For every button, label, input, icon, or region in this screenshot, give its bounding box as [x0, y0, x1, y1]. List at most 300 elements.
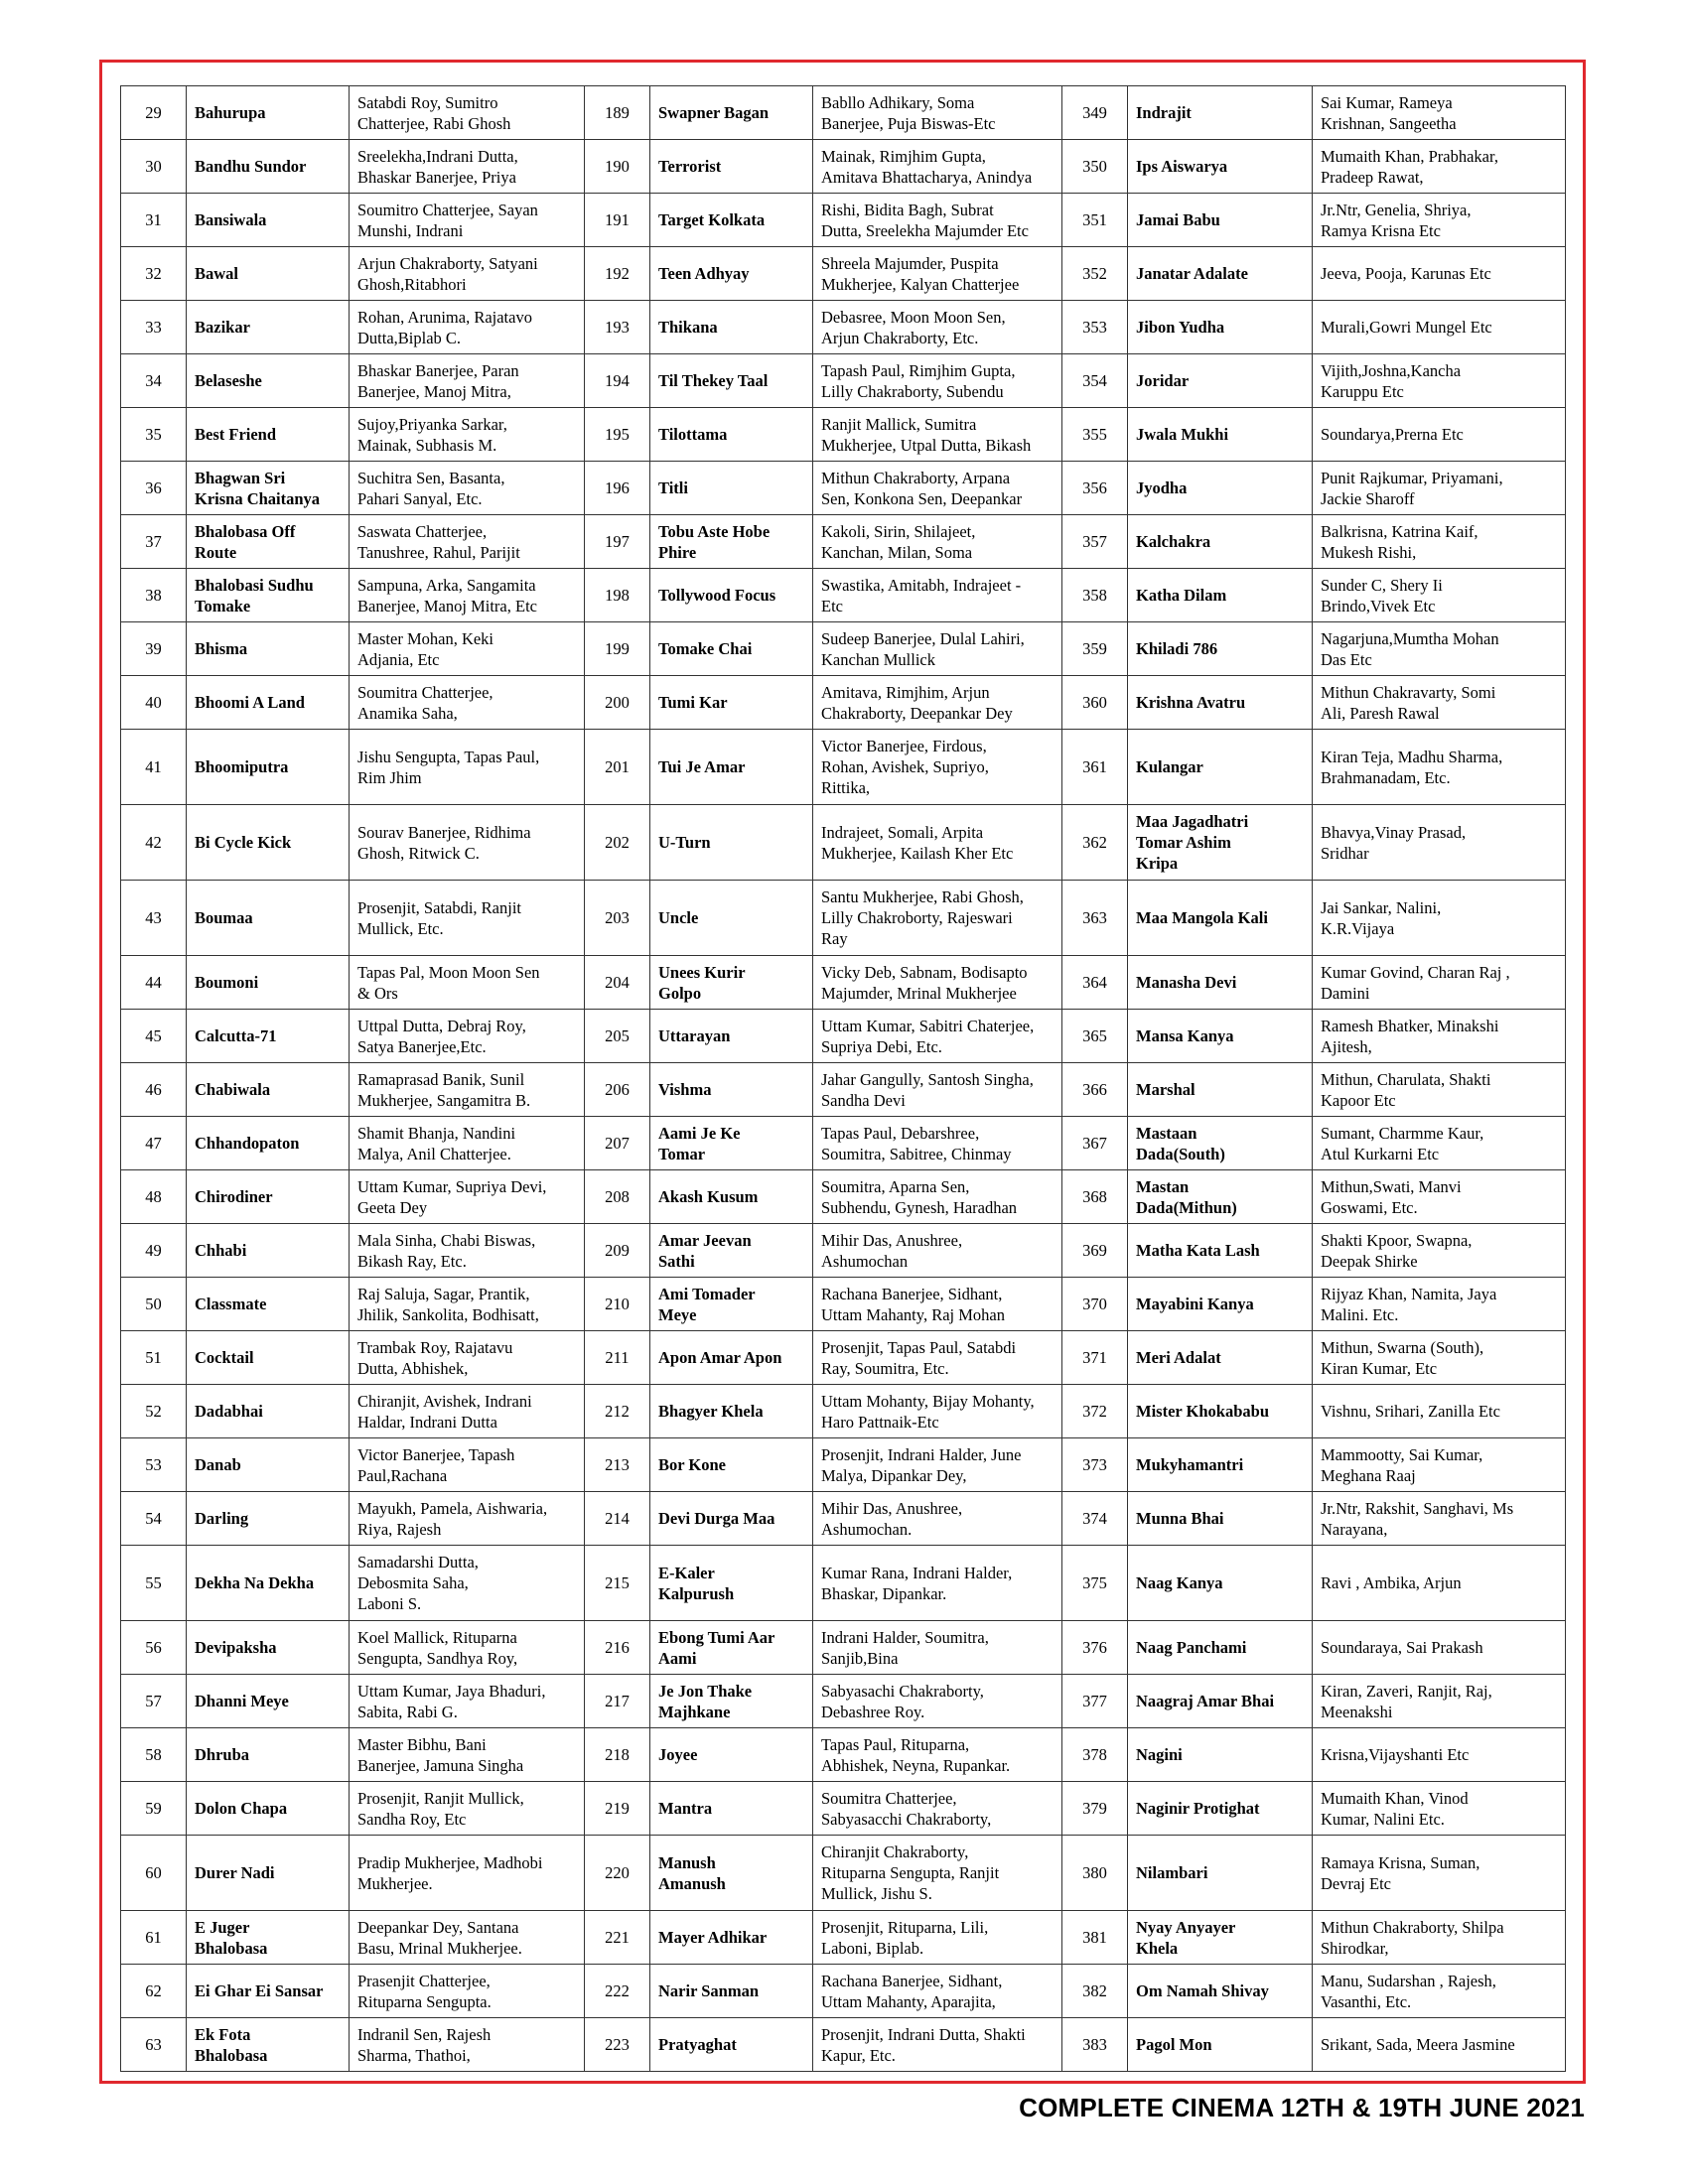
- right-movie-title: Khiladi 786: [1128, 622, 1313, 676]
- table-row: [121, 1675, 1566, 1728]
- table-row: [121, 1385, 1566, 1438]
- right-cast-list: Sunder C, Shery Ii Brindo,Vivek Etc: [1313, 569, 1566, 622]
- left-cast-list: Soumitro Chatterjee, Sayan Munshi, Indrani: [350, 194, 585, 247]
- middle-serial-number: 189: [585, 86, 650, 140]
- footer-caption: COMPLETE CINEMA 12TH & 19TH JUNE 2021: [1019, 2093, 1585, 2122]
- right-movie-title: Mayabini Kanya: [1128, 1278, 1313, 1331]
- middle-serial-number: 218: [585, 1728, 650, 1782]
- left-serial-number: 62: [121, 1965, 187, 2018]
- middle-cast-list: Babllo Adhikary, Soma Banerjee, Puja Biswas-Etc: [813, 86, 1062, 140]
- left-movie-title: Bi Cycle Kick: [187, 805, 350, 881]
- middle-serial-number: 201: [585, 730, 650, 805]
- right-movie-title: Nilambari: [1128, 1836, 1313, 1911]
- right-cast-list: Mithun, Swarna (South), Kiran Kumar, Etc: [1313, 1331, 1566, 1385]
- middle-cast-list: Chiranjit Chakraborty, Rituparna Sengupta, Ranjit Mullick, Jishu S.: [813, 1836, 1062, 1911]
- table-row: [121, 622, 1566, 676]
- left-movie-title: Chhabi: [187, 1224, 350, 1278]
- middle-cast-list: Sudeep Banerjee, Dulal Lahiri, Kanchan Mullick: [813, 622, 1062, 676]
- table-row: [121, 1170, 1566, 1224]
- right-serial-number: 351: [1062, 194, 1128, 247]
- middle-movie-title: Swapner Bagan: [650, 86, 813, 140]
- table-row: [121, 730, 1566, 805]
- left-cast-list: Prasenjit Chatterjee, Rituparna Sengupta.: [350, 1965, 585, 2018]
- right-serial-number: 373: [1062, 1438, 1128, 1492]
- left-cast-list: Satabdi Roy, Sumitro Chatterjee, Rabi Ghosh: [350, 86, 585, 140]
- left-cast-list: Indranil Sen, Rajesh Sharma, Thathoi,: [350, 2018, 585, 2072]
- table-body: [121, 86, 1566, 2072]
- right-cast-list: Balkrisna, Katrina Kaif, Mukesh Rishi,: [1313, 515, 1566, 569]
- left-movie-title: Bhalobasi Sudhu Tomake: [187, 569, 350, 622]
- right-serial-number: 365: [1062, 1010, 1128, 1063]
- right-cast-list: Kiran Teja, Madhu Sharma, Brahmanadam, Etc.: [1313, 730, 1566, 805]
- middle-cast-list: Sabyasachi Chakraborty, Debashree Roy.: [813, 1675, 1062, 1728]
- middle-movie-title: Tumi Kar: [650, 676, 813, 730]
- left-serial-number: 37: [121, 515, 187, 569]
- table-row: [121, 1546, 1566, 1621]
- table-row: [121, 1911, 1566, 1965]
- middle-movie-title: E-Kaler Kalpurush: [650, 1546, 813, 1621]
- right-movie-title: Naag Kanya: [1128, 1546, 1313, 1621]
- middle-movie-title: Mayer Adhikar: [650, 1911, 813, 1965]
- right-cast-list: Ramaya Krisna, Suman, Devraj Etc: [1313, 1836, 1566, 1911]
- right-serial-number: 355: [1062, 408, 1128, 462]
- middle-movie-title: Tilottama: [650, 408, 813, 462]
- right-serial-number: 377: [1062, 1675, 1128, 1728]
- middle-movie-title: Akash Kusum: [650, 1170, 813, 1224]
- right-movie-title: Nyay Anyayer Khela: [1128, 1911, 1313, 1965]
- left-cast-list: Prosenjit, Satabdi, Ranjit Mullick, Etc.: [350, 881, 585, 956]
- middle-movie-title: Amar Jeevan Sathi: [650, 1224, 813, 1278]
- right-movie-title: Mastan Dada(Mithun): [1128, 1170, 1313, 1224]
- table-row: [121, 1063, 1566, 1117]
- middle-movie-title: Tomake Chai: [650, 622, 813, 676]
- middle-cast-list: Debasree, Moon Moon Sen, Arjun Chakraborty, Etc.: [813, 301, 1062, 354]
- middle-cast-list: Soumitra, Aparna Sen, Subhendu, Gynesh, Haradhan: [813, 1170, 1062, 1224]
- right-serial-number: 364: [1062, 956, 1128, 1010]
- left-cast-list: Mala Sinha, Chabi Biswas, Bikash Ray, Etc.: [350, 1224, 585, 1278]
- middle-movie-title: Tui Je Amar: [650, 730, 813, 805]
- left-movie-title: Classmate: [187, 1278, 350, 1331]
- middle-movie-title: Bor Kone: [650, 1438, 813, 1492]
- right-serial-number: 368: [1062, 1170, 1128, 1224]
- left-cast-list: Prosenjit, Ranjit Mullick, Sandha Roy, Etc: [350, 1782, 585, 1836]
- left-movie-title: Boumoni: [187, 956, 350, 1010]
- left-movie-title: Bawal: [187, 247, 350, 301]
- middle-movie-title: Narir Sanman: [650, 1965, 813, 2018]
- left-cast-list: Pradip Mukherjee, Madhobi Mukherjee.: [350, 1836, 585, 1911]
- middle-cast-list: Shreela Majumder, Puspita Mukherjee, Kalyan Chatterjee: [813, 247, 1062, 301]
- left-serial-number: 34: [121, 354, 187, 408]
- right-serial-number: 370: [1062, 1278, 1128, 1331]
- right-serial-number: 352: [1062, 247, 1128, 301]
- middle-cast-list: Mihir Das, Anushree, Ashumochan: [813, 1224, 1062, 1278]
- left-cast-list: Soumitra Chatterjee, Anamika Saha,: [350, 676, 585, 730]
- right-serial-number: 375: [1062, 1546, 1128, 1621]
- middle-cast-list: Prosenjit, Indrani Dutta, Shakti Kapur, Etc.: [813, 2018, 1062, 2072]
- middle-serial-number: 217: [585, 1675, 650, 1728]
- left-serial-number: 41: [121, 730, 187, 805]
- left-serial-number: 35: [121, 408, 187, 462]
- left-cast-list: Master Mohan, Keki Adjania, Etc: [350, 622, 585, 676]
- middle-movie-title: Thikana: [650, 301, 813, 354]
- left-cast-list: Saswata Chatterjee, Tanushree, Rahul, Parijit: [350, 515, 585, 569]
- middle-movie-title: Vishma: [650, 1063, 813, 1117]
- left-cast-list: Shamit Bhanja, Nandini Malya, Anil Chatterjee.: [350, 1117, 585, 1170]
- right-cast-list: Mithun,Swati, Manvi Goswami, Etc.: [1313, 1170, 1566, 1224]
- left-cast-list: Mayukh, Pamela, Aishwaria, Riya, Rajesh: [350, 1492, 585, 1546]
- table-row: [121, 569, 1566, 622]
- left-serial-number: 55: [121, 1546, 187, 1621]
- middle-movie-title: Aami Je Ke Tomar: [650, 1117, 813, 1170]
- left-movie-title: Bhalobasa Off Route: [187, 515, 350, 569]
- middle-serial-number: 197: [585, 515, 650, 569]
- left-serial-number: 42: [121, 805, 187, 881]
- right-movie-title: Jamai Babu: [1128, 194, 1313, 247]
- right-serial-number: 380: [1062, 1836, 1128, 1911]
- right-movie-title: Munna Bhai: [1128, 1492, 1313, 1546]
- right-movie-title: Krishna Avatru: [1128, 676, 1313, 730]
- left-movie-title: Darling: [187, 1492, 350, 1546]
- left-movie-title: Best Friend: [187, 408, 350, 462]
- middle-cast-list: Rishi, Bidita Bagh, Subrat Dutta, Sreelekha Majumder Etc: [813, 194, 1062, 247]
- middle-movie-title: Tobu Aste Hobe Phire: [650, 515, 813, 569]
- table-row: [121, 247, 1566, 301]
- table-row: [121, 515, 1566, 569]
- left-cast-list: Sreelekha,Indrani Dutta, Bhaskar Banerjee, Priya: [350, 140, 585, 194]
- left-movie-title: Dolon Chapa: [187, 1782, 350, 1836]
- right-movie-title: Janatar Adalate: [1128, 247, 1313, 301]
- right-cast-list: Krisna,Vijayshanti Etc: [1313, 1728, 1566, 1782]
- table-row: [121, 462, 1566, 515]
- middle-serial-number: 205: [585, 1010, 650, 1063]
- left-serial-number: 32: [121, 247, 187, 301]
- right-cast-list: Srikant, Sada, Meera Jasmine: [1313, 2018, 1566, 2072]
- table-row: [121, 194, 1566, 247]
- left-serial-number: 46: [121, 1063, 187, 1117]
- middle-cast-list: Rachana Banerjee, Sidhant, Uttam Mahanty, Raj Mohan: [813, 1278, 1062, 1331]
- middle-cast-list: Tapas Paul, Rituparna, Abhishek, Neyna, Rupankar.: [813, 1728, 1062, 1782]
- right-serial-number: 354: [1062, 354, 1128, 408]
- table-row: [121, 956, 1566, 1010]
- left-movie-title: Dhruba: [187, 1728, 350, 1782]
- left-cast-list: Tapas Pal, Moon Moon Sen & Ors: [350, 956, 585, 1010]
- middle-cast-list: Indrani Halder, Soumitra, Sanjib,Bina: [813, 1621, 1062, 1675]
- middle-movie-title: Target Kolkata: [650, 194, 813, 247]
- left-serial-number: 29: [121, 86, 187, 140]
- right-cast-list: Mithun, Charulata, Shakti Kapoor Etc: [1313, 1063, 1566, 1117]
- left-serial-number: 50: [121, 1278, 187, 1331]
- left-movie-title: Calcutta-71: [187, 1010, 350, 1063]
- left-movie-title: Danab: [187, 1438, 350, 1492]
- middle-movie-title: Pratyaghat: [650, 2018, 813, 2072]
- right-cast-list: Jeeva, Pooja, Karunas Etc: [1313, 247, 1566, 301]
- middle-cast-list: Prosenjit, Indrani Halder, June Malya, Dipankar Dey,: [813, 1438, 1062, 1492]
- right-movie-title: Jwala Mukhi: [1128, 408, 1313, 462]
- right-movie-title: Mukyhamantri: [1128, 1438, 1313, 1492]
- left-serial-number: 54: [121, 1492, 187, 1546]
- left-movie-title: Bazikar: [187, 301, 350, 354]
- right-cast-list: Kumar Govind, Charan Raj , Damini: [1313, 956, 1566, 1010]
- left-movie-title: Chhandopaton: [187, 1117, 350, 1170]
- middle-movie-title: Joyee: [650, 1728, 813, 1782]
- middle-cast-list: Kakoli, Sirin, Shilajeet, Kanchan, Milan, Soma: [813, 515, 1062, 569]
- table-row: [121, 408, 1566, 462]
- left-cast-list: Deepankar Dey, Santana Basu, Mrinal Mukherjee.: [350, 1911, 585, 1965]
- middle-movie-title: Mantra: [650, 1782, 813, 1836]
- left-serial-number: 43: [121, 881, 187, 956]
- right-cast-list: Mammootty, Sai Kumar, Meghana Raaj: [1313, 1438, 1566, 1492]
- middle-serial-number: 196: [585, 462, 650, 515]
- left-serial-number: 40: [121, 676, 187, 730]
- middle-movie-title: Ebong Tumi Aar Aami: [650, 1621, 813, 1675]
- table-row: [121, 1782, 1566, 1836]
- right-serial-number: 357: [1062, 515, 1128, 569]
- left-cast-list: Sujoy,Priyanka Sarkar, Mainak, Subhasis M.: [350, 408, 585, 462]
- middle-cast-list: Uttam Kumar, Sabitri Chaterjee, Supriya Debi, Etc.: [813, 1010, 1062, 1063]
- table-row: [121, 1621, 1566, 1675]
- left-movie-title: E Juger Bhalobasa: [187, 1911, 350, 1965]
- table-row: [121, 1438, 1566, 1492]
- middle-serial-number: 222: [585, 1965, 650, 2018]
- left-serial-number: 36: [121, 462, 187, 515]
- left-cast-list: Bhaskar Banerjee, Paran Banerjee, Manoj Mitra,: [350, 354, 585, 408]
- left-serial-number: 45: [121, 1010, 187, 1063]
- left-cast-list: Chiranjit, Avishek, Indrani Haldar, Indrani Dutta: [350, 1385, 585, 1438]
- middle-serial-number: 211: [585, 1331, 650, 1385]
- middle-serial-number: 220: [585, 1836, 650, 1911]
- middle-serial-number: 216: [585, 1621, 650, 1675]
- left-serial-number: 63: [121, 2018, 187, 2072]
- right-serial-number: 349: [1062, 86, 1128, 140]
- right-cast-list: Mumaith Khan, Prabhakar, Pradeep Rawat,: [1313, 140, 1566, 194]
- right-movie-title: Kulangar: [1128, 730, 1313, 805]
- left-movie-title: Bahurupa: [187, 86, 350, 140]
- right-serial-number: 383: [1062, 2018, 1128, 2072]
- right-cast-list: Vishnu, Srihari, Zanilla Etc: [1313, 1385, 1566, 1438]
- right-serial-number: 362: [1062, 805, 1128, 881]
- right-cast-list: Mumaith Khan, Vinod Kumar, Nalini Etc.: [1313, 1782, 1566, 1836]
- left-movie-title: Ei Ghar Ei Sansar: [187, 1965, 350, 2018]
- middle-serial-number: 203: [585, 881, 650, 956]
- middle-movie-title: Teen Adhyay: [650, 247, 813, 301]
- left-movie-title: Bhisma: [187, 622, 350, 676]
- left-movie-title: Bhoomiputra: [187, 730, 350, 805]
- left-serial-number: 56: [121, 1621, 187, 1675]
- right-movie-title: Joridar: [1128, 354, 1313, 408]
- right-serial-number: 361: [1062, 730, 1128, 805]
- left-serial-number: 44: [121, 956, 187, 1010]
- right-serial-number: 363: [1062, 881, 1128, 956]
- table-row: [121, 140, 1566, 194]
- left-serial-number: 38: [121, 569, 187, 622]
- left-cast-list: Uttam Kumar, Supriya Devi, Geeta Dey: [350, 1170, 585, 1224]
- middle-cast-list: Tapash Paul, Rimjhim Gupta, Lilly Chakraborty, Subendu: [813, 354, 1062, 408]
- right-movie-title: Mansa Kanya: [1128, 1010, 1313, 1063]
- middle-cast-list: Ranjit Mallick, Sumitra Mukherjee, Utpal Dutta, Bikash: [813, 408, 1062, 462]
- table-row: [121, 805, 1566, 881]
- right-movie-title: Indrajit: [1128, 86, 1313, 140]
- left-cast-list: Victor Banerjee, Tapash Paul,Rachana: [350, 1438, 585, 1492]
- movie-cast-table: [120, 85, 1566, 2072]
- middle-cast-list: Mihir Das, Anushree, Ashumochan.: [813, 1492, 1062, 1546]
- middle-cast-list: Prosenjit, Tapas Paul, Satabdi Ray, Soumitra, Etc.: [813, 1331, 1062, 1385]
- middle-movie-title: Manush Amanush: [650, 1836, 813, 1911]
- left-cast-list: Ramaprasad Banik, Sunil Mukherjee, Sangamitra B.: [350, 1063, 585, 1117]
- left-cast-list: Arjun Chakraborty, Satyani Ghosh,Ritabhori: [350, 247, 585, 301]
- right-cast-list: Kiran, Zaveri, Ranjit, Raj, Meenakshi: [1313, 1675, 1566, 1728]
- right-cast-list: Rijyaz Khan, Namita, Jaya Malini. Etc.: [1313, 1278, 1566, 1331]
- left-cast-list: Master Bibhu, Bani Banerjee, Jamuna Singha: [350, 1728, 585, 1782]
- left-cast-list: Sampuna, Arka, Sangamita Banerjee, Manoj Mitra, Etc: [350, 569, 585, 622]
- left-movie-title: Belaseshe: [187, 354, 350, 408]
- right-movie-title: Kalchakra: [1128, 515, 1313, 569]
- right-serial-number: 379: [1062, 1782, 1128, 1836]
- right-movie-title: Mister Khokababu: [1128, 1385, 1313, 1438]
- right-cast-list: Punit Rajkumar, Priyamani, Jackie Sharoff: [1313, 462, 1566, 515]
- table-row: [121, 1492, 1566, 1546]
- middle-cast-list: Prosenjit, Rituparna, Lili, Laboni, Biplab.: [813, 1911, 1062, 1965]
- left-serial-number: 61: [121, 1911, 187, 1965]
- table-row: [121, 1728, 1566, 1782]
- right-cast-list: Ravi , Ambika, Arjun: [1313, 1546, 1566, 1621]
- left-movie-title: Dhanni Meye: [187, 1675, 350, 1728]
- left-cast-list: Raj Saluja, Sagar, Prantik, Jhilik, Sankolita, Bodhisatt,: [350, 1278, 585, 1331]
- left-serial-number: 60: [121, 1836, 187, 1911]
- middle-movie-title: Tollywood Focus: [650, 569, 813, 622]
- table-row: [121, 1224, 1566, 1278]
- left-movie-title: Bandhu Sundor: [187, 140, 350, 194]
- middle-cast-list: Vicky Deb, Sabnam, Bodisapto Majumder, Mrinal Mukherjee: [813, 956, 1062, 1010]
- table-row: [121, 676, 1566, 730]
- middle-serial-number: 202: [585, 805, 650, 881]
- table-row: [121, 354, 1566, 408]
- table-row: [121, 2018, 1566, 2072]
- left-movie-title: Cocktail: [187, 1331, 350, 1385]
- middle-movie-title: Uttarayan: [650, 1010, 813, 1063]
- right-cast-list: Ramesh Bhatker, Minakshi Ajitesh,: [1313, 1010, 1566, 1063]
- middle-serial-number: 213: [585, 1438, 650, 1492]
- left-movie-title: Bhoomi A Land: [187, 676, 350, 730]
- middle-serial-number: 190: [585, 140, 650, 194]
- right-serial-number: 356: [1062, 462, 1128, 515]
- left-cast-list: Samadarshi Dutta, Debosmita Saha, Laboni S.: [350, 1546, 585, 1621]
- middle-movie-title: Je Jon Thake Majhkane: [650, 1675, 813, 1728]
- middle-movie-title: Terrorist: [650, 140, 813, 194]
- left-movie-title: Devipaksha: [187, 1621, 350, 1675]
- right-movie-title: Matha Kata Lash: [1128, 1224, 1313, 1278]
- right-movie-title: Naginir Protighat: [1128, 1782, 1313, 1836]
- table-row: [121, 1278, 1566, 1331]
- right-movie-title: Mastaan Dada(South): [1128, 1117, 1313, 1170]
- table-row: [121, 1965, 1566, 2018]
- right-serial-number: 372: [1062, 1385, 1128, 1438]
- left-serial-number: 57: [121, 1675, 187, 1728]
- right-movie-title: Marshal: [1128, 1063, 1313, 1117]
- right-serial-number: 358: [1062, 569, 1128, 622]
- middle-serial-number: 219: [585, 1782, 650, 1836]
- left-cast-list: Rohan, Arunima, Rajatavo Dutta,Biplab C.: [350, 301, 585, 354]
- left-movie-title: Bhagwan Sri Krisna Chaitanya: [187, 462, 350, 515]
- right-serial-number: 376: [1062, 1621, 1128, 1675]
- right-serial-number: 374: [1062, 1492, 1128, 1546]
- left-serial-number: 47: [121, 1117, 187, 1170]
- middle-serial-number: 206: [585, 1063, 650, 1117]
- middle-cast-list: Santu Mukherjee, Rabi Ghosh, Lilly Chakroborty, Rajeswari Ray: [813, 881, 1062, 956]
- left-serial-number: 39: [121, 622, 187, 676]
- middle-cast-list: Mithun Chakraborty, Arpana Sen, Konkona Sen, Deepankar: [813, 462, 1062, 515]
- middle-cast-list: Victor Banerjee, Firdous, Rohan, Avishek, Supriyo, Rittika,: [813, 730, 1062, 805]
- middle-serial-number: 195: [585, 408, 650, 462]
- right-movie-title: Pagol Mon: [1128, 2018, 1313, 2072]
- middle-serial-number: 210: [585, 1278, 650, 1331]
- left-cast-list: Uttam Kumar, Jaya Bhaduri, Sabita, Rabi G.: [350, 1675, 585, 1728]
- table-row: [121, 301, 1566, 354]
- table-row: [121, 1836, 1566, 1911]
- middle-movie-title: Ami Tomader Meye: [650, 1278, 813, 1331]
- left-serial-number: 52: [121, 1385, 187, 1438]
- table-row: [121, 1117, 1566, 1170]
- right-serial-number: 382: [1062, 1965, 1128, 2018]
- left-movie-title: Chabiwala: [187, 1063, 350, 1117]
- table-row: [121, 881, 1566, 956]
- middle-cast-list: Rachana Banerjee, Sidhant, Uttam Mahanty, Aparajita,: [813, 1965, 1062, 2018]
- right-cast-list: Soundaraya, Sai Prakash: [1313, 1621, 1566, 1675]
- right-cast-list: Jr.Ntr, Genelia, Shriya, Ramya Krisna Etc: [1313, 194, 1566, 247]
- middle-cast-list: Jahar Gangully, Santosh Singha, Sandha Devi: [813, 1063, 1062, 1117]
- middle-serial-number: 192: [585, 247, 650, 301]
- right-serial-number: 367: [1062, 1117, 1128, 1170]
- middle-cast-list: Amitava, Rimjhim, Arjun Chakraborty, Deepankar Dey: [813, 676, 1062, 730]
- middle-serial-number: 209: [585, 1224, 650, 1278]
- middle-movie-title: Devi Durga Maa: [650, 1492, 813, 1546]
- right-movie-title: Maa Jagadhatri Tomar Ashim Kripa: [1128, 805, 1313, 881]
- right-serial-number: 353: [1062, 301, 1128, 354]
- middle-serial-number: 215: [585, 1546, 650, 1621]
- right-serial-number: 381: [1062, 1911, 1128, 1965]
- middle-serial-number: 200: [585, 676, 650, 730]
- middle-movie-title: Uncle: [650, 881, 813, 956]
- middle-serial-number: 223: [585, 2018, 650, 2072]
- left-serial-number: 51: [121, 1331, 187, 1385]
- right-movie-title: Manasha Devi: [1128, 956, 1313, 1010]
- right-movie-title: Naag Panchami: [1128, 1621, 1313, 1675]
- middle-serial-number: 214: [585, 1492, 650, 1546]
- right-movie-title: Naagraj Amar Bhai: [1128, 1675, 1313, 1728]
- left-movie-title: Durer Nadi: [187, 1836, 350, 1911]
- middle-serial-number: 212: [585, 1385, 650, 1438]
- table-row: [121, 86, 1566, 140]
- left-serial-number: 31: [121, 194, 187, 247]
- left-cast-list: Uttpal Dutta, Debraj Roy, Satya Banerjee,Etc.: [350, 1010, 585, 1063]
- middle-serial-number: 191: [585, 194, 650, 247]
- left-movie-title: Dekha Na Dekha: [187, 1546, 350, 1621]
- middle-serial-number: 204: [585, 956, 650, 1010]
- left-cast-list: Suchitra Sen, Basanta, Pahari Sanyal, Etc.: [350, 462, 585, 515]
- table-row: [121, 1331, 1566, 1385]
- right-serial-number: 378: [1062, 1728, 1128, 1782]
- middle-cast-list: Kumar Rana, Indrani Halder, Bhaskar, Dipankar.: [813, 1546, 1062, 1621]
- right-serial-number: 371: [1062, 1331, 1128, 1385]
- right-serial-number: 366: [1062, 1063, 1128, 1117]
- right-cast-list: Bhavya,Vinay Prasad, Sridhar: [1313, 805, 1566, 881]
- left-movie-title: Chirodiner: [187, 1170, 350, 1224]
- right-movie-title: Jibon Yudha: [1128, 301, 1313, 354]
- right-cast-list: Manu, Sudarshan , Rajesh, Vasanthi, Etc.: [1313, 1965, 1566, 2018]
- right-cast-list: Jai Sankar, Nalini, K.R.Vijaya: [1313, 881, 1566, 956]
- left-cast-list: Koel Mallick, Rituparna Sengupta, Sandhya Roy,: [350, 1621, 585, 1675]
- right-cast-list: Soundarya,Prerna Etc: [1313, 408, 1566, 462]
- middle-movie-title: Unees Kurir Golpo: [650, 956, 813, 1010]
